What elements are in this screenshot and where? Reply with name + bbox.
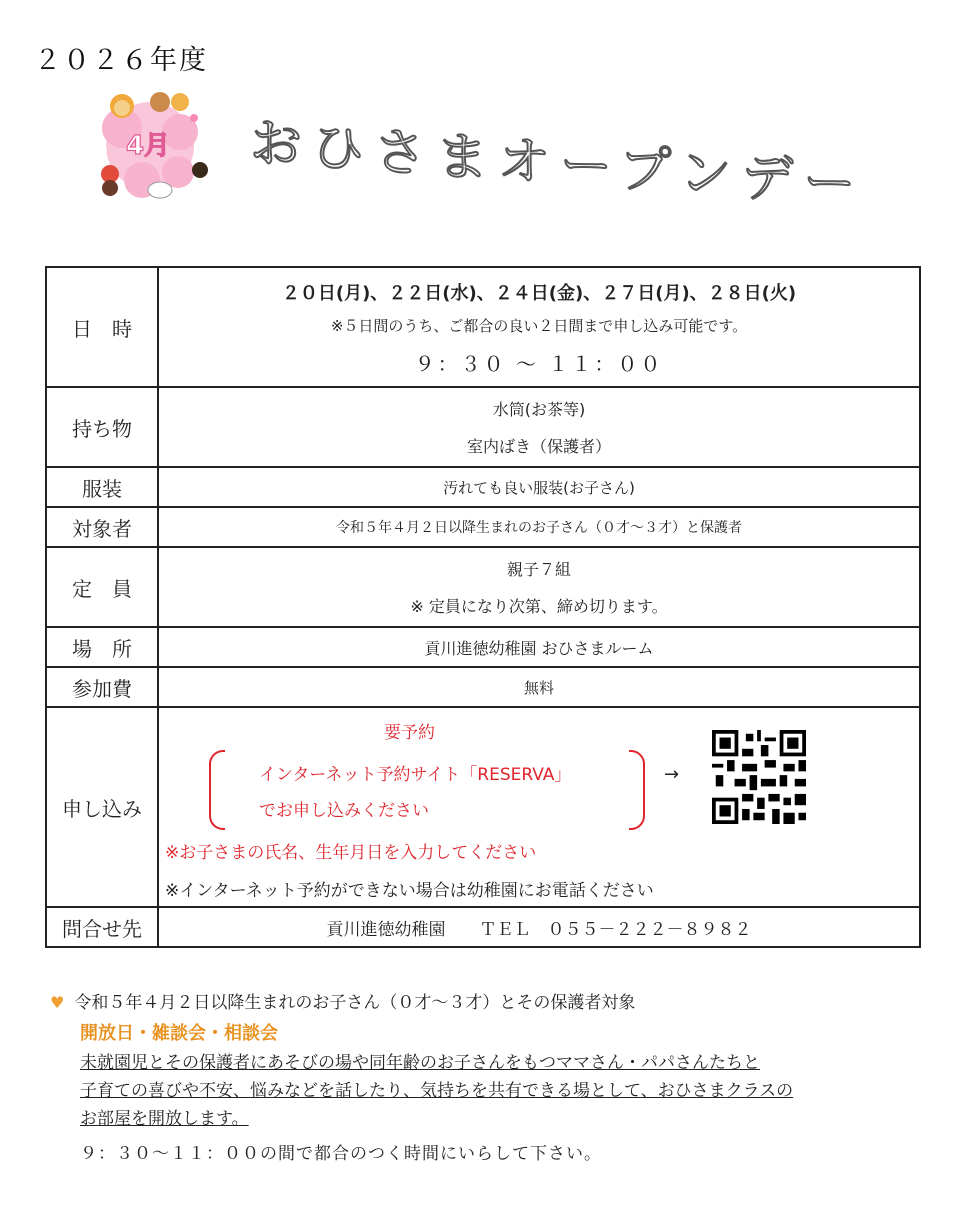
capacity-line2: ※ 定員になり次第、締め切ります。 bbox=[410, 597, 668, 616]
bottom-para3: お部屋を開放します。 bbox=[80, 1109, 249, 1129]
apply-note-phone: ※インターネット予約ができない場合は幼稚園にお電話ください bbox=[165, 881, 654, 901]
event-title: おひさまオープンデー bbox=[250, 113, 866, 217]
april-badge-illustration bbox=[82, 88, 217, 208]
fee-label: 参加費 bbox=[46, 667, 158, 707]
capacity-label: 定 員 bbox=[46, 547, 158, 627]
bottom-time-note: ９：３０～１１：００の間で都合のつく時間にいらして下さい。 bbox=[80, 1144, 602, 1164]
left-bracket bbox=[209, 750, 225, 830]
capacity-line1: 親子７組 bbox=[506, 560, 571, 579]
apply-line1: インターネット予約サイト「RESERVA」 bbox=[259, 765, 572, 785]
datetime-time: ９：３０ ～ １１：００ bbox=[414, 352, 664, 376]
apply-line2: でお申し込みください bbox=[259, 801, 429, 821]
badge-month-label: 4月 bbox=[125, 131, 171, 161]
arrow-icon: → bbox=[664, 764, 680, 785]
bottom-para1: 未就園児とその保護者にあそびの場や同年齢のお子さんをもつママさん・パパさんたちと bbox=[80, 1053, 760, 1073]
datetime-cell bbox=[158, 267, 920, 387]
year-heading: ２０２６年度 bbox=[34, 45, 208, 76]
reservation-qr-code[interactable] bbox=[712, 730, 806, 824]
contact-label: 問合せ先 bbox=[46, 907, 158, 947]
place-label: 場 所 bbox=[46, 627, 158, 667]
fee-value: 無料 bbox=[158, 667, 920, 707]
bottom-intro: 令和５年４月２日以降生まれのお子さん（０才～３才）とその保護者対象 bbox=[74, 993, 636, 1013]
bottom-section bbox=[50, 988, 930, 1164]
contact-value: 貢川進徳幼稚園 ＴＥＬ ０５５－２２２－８９８２ bbox=[158, 907, 920, 947]
bottom-intro-line bbox=[50, 988, 930, 1013]
belongings-line1: 水筒(お茶等) bbox=[492, 400, 586, 419]
apply-required: 要予約 bbox=[384, 723, 435, 743]
apply-label: 申し込み bbox=[46, 707, 158, 907]
datetime-note: ※５日間のうち、ご都合の良い２日間まで申し込み可能です。 bbox=[330, 317, 748, 335]
bottom-subtitle: 開放日・雑談会・相談会 bbox=[80, 1023, 278, 1044]
place-value: 貢川進徳幼稚園 おひさまルーム bbox=[158, 627, 920, 667]
datetime-label: 日 時 bbox=[46, 267, 158, 387]
event-info-table bbox=[45, 266, 921, 948]
target-value: 令和５年４月２日以降生まれのお子さん（０才～３才）と保護者 bbox=[158, 507, 920, 547]
target-label: 対象者 bbox=[46, 507, 158, 547]
heart-icon: ♥ bbox=[50, 993, 65, 1012]
belongings-label: 持ち物 bbox=[46, 387, 158, 467]
datetime-days: ２０日(月)、２２日(水)、２４日(金)、２７日(月)、２８日(火) bbox=[281, 283, 797, 304]
apply-cell bbox=[158, 707, 920, 907]
clothing-value: 汚れても良い服装(お子さん) bbox=[158, 467, 920, 507]
belongings-line2: 室内ばき（保護者） bbox=[466, 437, 611, 456]
capacity-cell bbox=[158, 547, 920, 627]
right-bracket bbox=[629, 750, 645, 830]
clothing-label: 服装 bbox=[46, 467, 158, 507]
bottom-para2: 子育ての喜びや不安、悩みなどを話したり、気持ちを共有できる場として、おひさまクラスの bbox=[80, 1081, 794, 1101]
apply-note-red: ※お子さまの氏名、生年月日を入力してください bbox=[165, 843, 537, 863]
belongings-cell bbox=[158, 387, 920, 467]
